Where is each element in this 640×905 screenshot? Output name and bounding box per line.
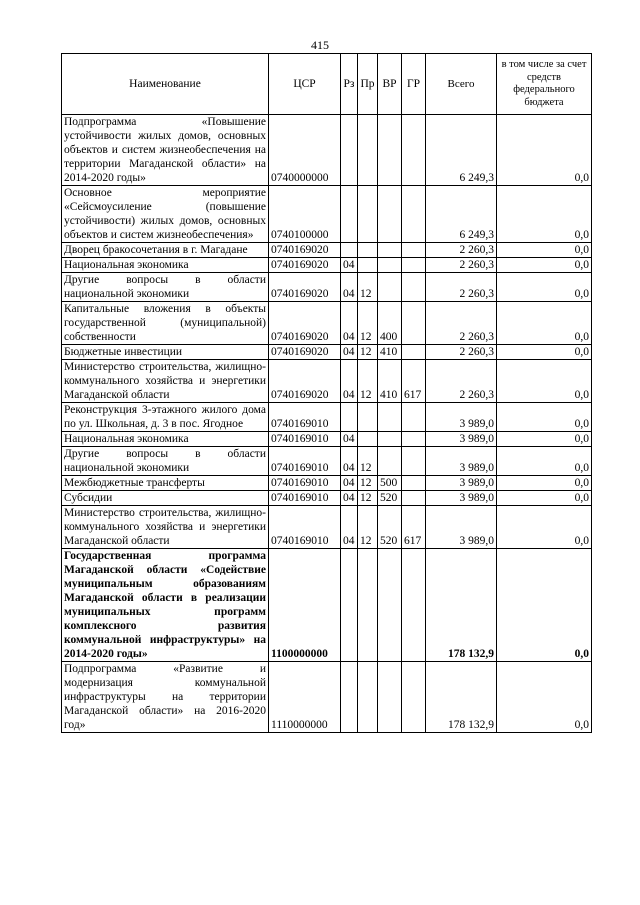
name-cell: Реконструкция 3-этажного жилого дома по ул. Школьная, д. 3 в пос. Ягодное: [62, 403, 269, 432]
vr-cell: [378, 432, 402, 447]
name-cell: Национальная экономика: [62, 258, 269, 273]
rz-cell: 04: [341, 476, 358, 491]
total-cell: 2 260,3: [426, 360, 497, 403]
total-cell: 178 132,9: [426, 662, 497, 733]
header-code: ЦСР: [269, 54, 341, 115]
name-cell: Подпрограмма «Развитие и модернизация коммунальной инфраструктуры на территории Магаданской области» на 2016-2020 год»: [62, 662, 269, 733]
code-cell: 1110000000: [269, 662, 341, 733]
pr-cell: [358, 549, 378, 662]
code-cell: 0740169010: [269, 506, 341, 549]
header-name: Наименование: [62, 54, 269, 115]
name-cell: Межбюджетные трансферты: [62, 476, 269, 491]
table-row: [62, 549, 592, 662]
header-rz: Рз: [341, 54, 358, 115]
vr-cell: [378, 243, 402, 258]
pr-cell: 12: [358, 506, 378, 549]
name-cell: Основное мероприятие «Сейсмоусиление (повышение устойчивости) жилых домов, основных объектов и систем жизнеобеспечения»: [62, 186, 269, 243]
code-cell: 0740169020: [269, 258, 341, 273]
code-cell: 0740169020: [269, 243, 341, 258]
name-cell: Государственная программа Магаданской области «Содействие муниципальным образованиям Магаданской области в реализации муниципальных программ комплексного развития коммунальной инфраструктуры» на 2014-2020 годы»: [62, 549, 269, 662]
rz-cell: 04: [341, 447, 358, 476]
federal-cell: 0,0: [497, 432, 592, 447]
code-cell: 0740169010: [269, 447, 341, 476]
rz-cell: [341, 115, 358, 186]
rz-cell: 04: [341, 345, 358, 360]
vr-cell: 520: [378, 506, 402, 549]
total-cell: 3 989,0: [426, 506, 497, 549]
federal-cell: 0,0: [497, 662, 592, 733]
rz-cell: 04: [341, 360, 358, 403]
gr-cell: [402, 662, 426, 733]
gr-cell: [402, 447, 426, 476]
total-cell: 2 260,3: [426, 258, 497, 273]
code-cell: 0740169010: [269, 403, 341, 432]
rz-cell: 04: [341, 432, 358, 447]
federal-cell: 0,0: [497, 345, 592, 360]
name-cell: Другие вопросы в области национальной экономики: [62, 447, 269, 476]
pr-cell: 12: [358, 302, 378, 345]
gr-cell: [402, 115, 426, 186]
total-cell: 2 260,3: [426, 243, 497, 258]
pr-cell: [358, 403, 378, 432]
federal-cell: 0,0: [497, 506, 592, 549]
header-vr: ВР: [378, 54, 402, 115]
gr-cell: [402, 476, 426, 491]
rz-cell: 04: [341, 302, 358, 345]
federal-cell: 0,0: [497, 243, 592, 258]
federal-cell: 0,0: [497, 360, 592, 403]
total-cell: 6 249,3: [426, 186, 497, 243]
table-body: [62, 115, 592, 733]
federal-cell: 0,0: [497, 115, 592, 186]
total-cell: 3 989,0: [426, 476, 497, 491]
code-cell: 0740169010: [269, 491, 341, 506]
code-cell: 0740169020: [269, 360, 341, 403]
total-cell: 3 989,0: [426, 432, 497, 447]
vr-cell: [378, 447, 402, 476]
rz-cell: [341, 243, 358, 258]
rz-cell: [341, 662, 358, 733]
table-row: [62, 360, 592, 403]
header-pr: Пр: [358, 54, 378, 115]
header-row: [62, 54, 592, 115]
table-row: [62, 186, 592, 243]
table-row: [62, 403, 592, 432]
gr-cell: [402, 186, 426, 243]
rz-cell: 04: [341, 258, 358, 273]
vr-cell: 400: [378, 302, 402, 345]
pr-cell: 12: [358, 273, 378, 302]
pr-cell: 12: [358, 447, 378, 476]
gr-cell: [402, 258, 426, 273]
header-total: Всего: [426, 54, 497, 115]
rz-cell: [341, 549, 358, 662]
budget-table: [61, 53, 592, 733]
federal-cell: 0,0: [497, 186, 592, 243]
federal-cell: 0,0: [497, 302, 592, 345]
vr-cell: 520: [378, 491, 402, 506]
code-cell: 0740169010: [269, 432, 341, 447]
gr-cell: [402, 403, 426, 432]
gr-cell: [402, 549, 426, 662]
table-row: [62, 491, 592, 506]
code-cell: 0740169020: [269, 345, 341, 360]
name-cell: Национальная экономика: [62, 432, 269, 447]
federal-cell: 0,0: [497, 549, 592, 662]
gr-cell: [402, 302, 426, 345]
table-row: [62, 447, 592, 476]
table-row: [62, 662, 592, 733]
vr-cell: 410: [378, 360, 402, 403]
total-cell: 3 989,0: [426, 403, 497, 432]
vr-cell: [378, 258, 402, 273]
vr-cell: [378, 186, 402, 243]
vr-cell: 500: [378, 476, 402, 491]
table-row: [62, 258, 592, 273]
table-row: [62, 302, 592, 345]
gr-cell: [402, 243, 426, 258]
pr-cell: [358, 662, 378, 733]
vr-cell: [378, 662, 402, 733]
vr-cell: [378, 403, 402, 432]
gr-cell: 617: [402, 360, 426, 403]
gr-cell: [402, 345, 426, 360]
pr-cell: [358, 432, 378, 447]
rz-cell: [341, 186, 358, 243]
total-cell: 3 989,0: [426, 491, 497, 506]
name-cell: Министерство строительства, жилищно-коммунального хозяйства и энергетики Магаданской области: [62, 506, 269, 549]
federal-cell: 0,0: [497, 403, 592, 432]
rz-cell: 04: [341, 491, 358, 506]
total-cell: 3 989,0: [426, 447, 497, 476]
pr-cell: 12: [358, 476, 378, 491]
rz-cell: 04: [341, 273, 358, 302]
pr-cell: [358, 258, 378, 273]
gr-cell: [402, 432, 426, 447]
code-cell: 0740169020: [269, 273, 341, 302]
total-cell: 178 132,9: [426, 549, 497, 662]
federal-cell: 0,0: [497, 476, 592, 491]
table-row: [62, 506, 592, 549]
gr-cell: 617: [402, 506, 426, 549]
name-cell: Субсидии: [62, 491, 269, 506]
table-row: [62, 345, 592, 360]
page-number: 415: [311, 38, 329, 52]
table-row: [62, 115, 592, 186]
pr-cell: [358, 115, 378, 186]
vr-cell: [378, 115, 402, 186]
federal-cell: 0,0: [497, 273, 592, 302]
header-gr: ГР: [402, 54, 426, 115]
code-cell: 1100000000: [269, 549, 341, 662]
rz-cell: 04: [341, 506, 358, 549]
pr-cell: [358, 243, 378, 258]
name-cell: Бюджетные инвестиции: [62, 345, 269, 360]
pr-cell: 12: [358, 491, 378, 506]
code-cell: 0740100000: [269, 186, 341, 243]
pr-cell: 12: [358, 345, 378, 360]
federal-cell: 0,0: [497, 258, 592, 273]
header-federal: в том числе за счет средств федерального бюджета: [497, 54, 592, 115]
total-cell: 2 260,3: [426, 273, 497, 302]
gr-cell: [402, 491, 426, 506]
code-cell: 0740169020: [269, 302, 341, 345]
table-row: [62, 243, 592, 258]
name-cell: Капитальные вложения в объекты государственной (муниципальной) собственности: [62, 302, 269, 345]
pr-cell: 12: [358, 360, 378, 403]
total-cell: 6 249,3: [426, 115, 497, 186]
federal-cell: 0,0: [497, 447, 592, 476]
gr-cell: [402, 273, 426, 302]
total-cell: 2 260,3: [426, 345, 497, 360]
name-cell: Дворец бракосочетания в г. Магадане: [62, 243, 269, 258]
code-cell: 0740169010: [269, 476, 341, 491]
vr-cell: 410: [378, 345, 402, 360]
code-cell: 0740000000: [269, 115, 341, 186]
name-cell: Министерство строительства, жилищно-коммунального хозяйства и энергетики Магаданской области: [62, 360, 269, 403]
name-cell: Другие вопросы в области национальной экономики: [62, 273, 269, 302]
table-row: [62, 432, 592, 447]
vr-cell: [378, 549, 402, 662]
total-cell: 2 260,3: [426, 302, 497, 345]
pr-cell: [358, 186, 378, 243]
federal-cell: 0,0: [497, 491, 592, 506]
name-cell: Подпрограмма «Повышение устойчивости жилых домов, основных объектов и систем жизнеобеспечения на территории Магаданской области» на 2014-2020 годы»: [62, 115, 269, 186]
rz-cell: [341, 403, 358, 432]
table-row: [62, 476, 592, 491]
table-row: [62, 273, 592, 302]
vr-cell: [378, 273, 402, 302]
